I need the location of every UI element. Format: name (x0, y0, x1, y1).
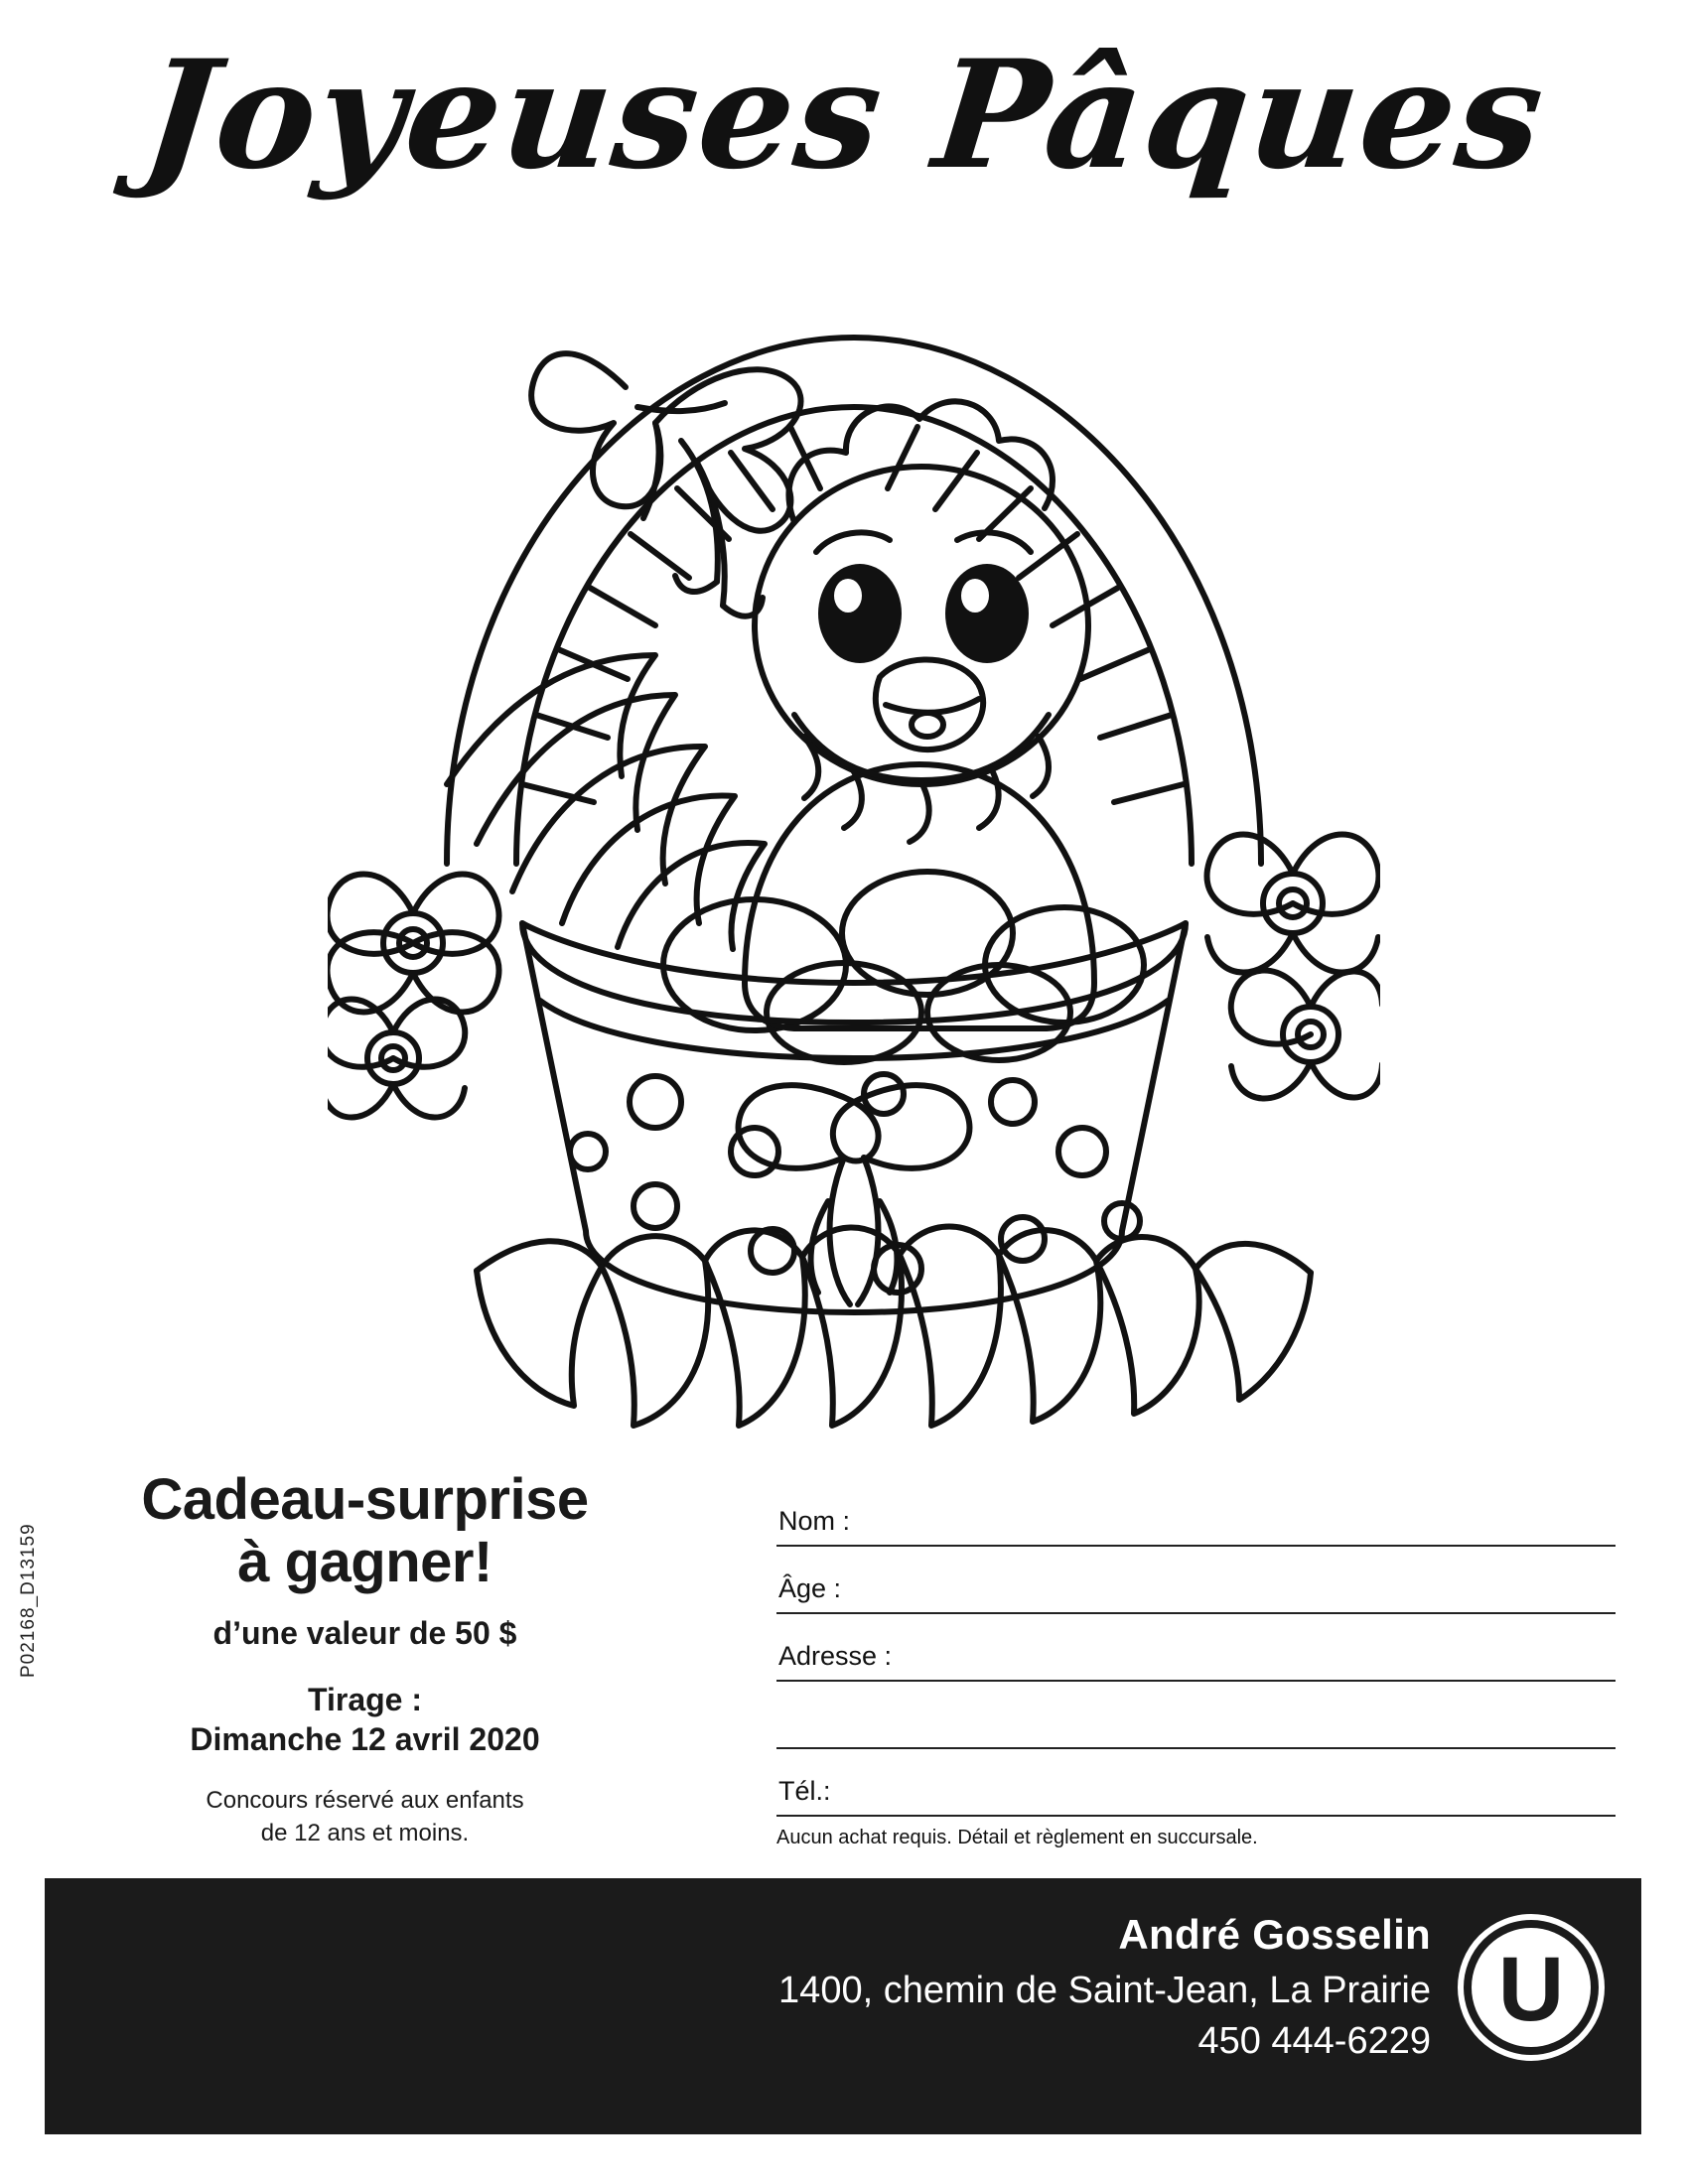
promo-block (94, 1469, 635, 1849)
draw-date: Dimanche 12 avril 2020 (190, 1721, 540, 1758)
field-nom-label: Nom : (778, 1506, 851, 1536)
contest-rules-line2: de 12 ans et moins. (260, 1819, 470, 1846)
field-nom[interactable] (776, 1479, 1616, 1547)
promo-headline-line1: Cadeau-surprise (141, 1467, 589, 1532)
page-title-container (0, 30, 1688, 202)
coupon-legal-text: Aucun achat requis. Détail et règlement en succursale. (776, 1827, 1258, 1848)
store-name: André Gosselin (1118, 1911, 1431, 1958)
page-title: Joyeuses Pâques (135, 28, 1553, 203)
contest-rules (94, 1785, 635, 1849)
draw-label: Tirage : (308, 1682, 422, 1718)
svg-text:U: U (1497, 1938, 1565, 2040)
field-telephone[interactable] (776, 1749, 1616, 1817)
store-phone: 450 444-6229 (1197, 2019, 1431, 2062)
field-adresse-label: Adresse : (778, 1641, 893, 1671)
promo-headline (94, 1469, 635, 1593)
field-telephone-label: Tél.: (778, 1776, 831, 1806)
field-adresse[interactable] (776, 1614, 1616, 1682)
metro-u-logo-icon (1457, 1913, 1606, 2062)
field-adresse-line2[interactable] (776, 1682, 1616, 1749)
footer-bar (45, 1878, 1641, 2134)
field-age-label: Âge : (778, 1573, 842, 1603)
entry-coupon (776, 1479, 1616, 1849)
field-age[interactable] (776, 1547, 1616, 1614)
easter-basket-chick-coloring-illustration (328, 228, 1380, 1449)
promo-headline-line2: à gagner! (237, 1529, 492, 1594)
promo-value: d’une valeur de 50 $ (212, 1615, 517, 1652)
bottom-section (0, 1469, 1688, 1866)
footer-content (778, 1908, 1606, 2066)
print-reference-code: P02168_D13159 (18, 1523, 39, 1678)
store-address: 1400, chemin de Saint-Jean, La Prairie (778, 1969, 1431, 2011)
footer-store-info (778, 1908, 1431, 2066)
contest-rules-line1: Concours réservé aux enfants (206, 1787, 524, 1815)
